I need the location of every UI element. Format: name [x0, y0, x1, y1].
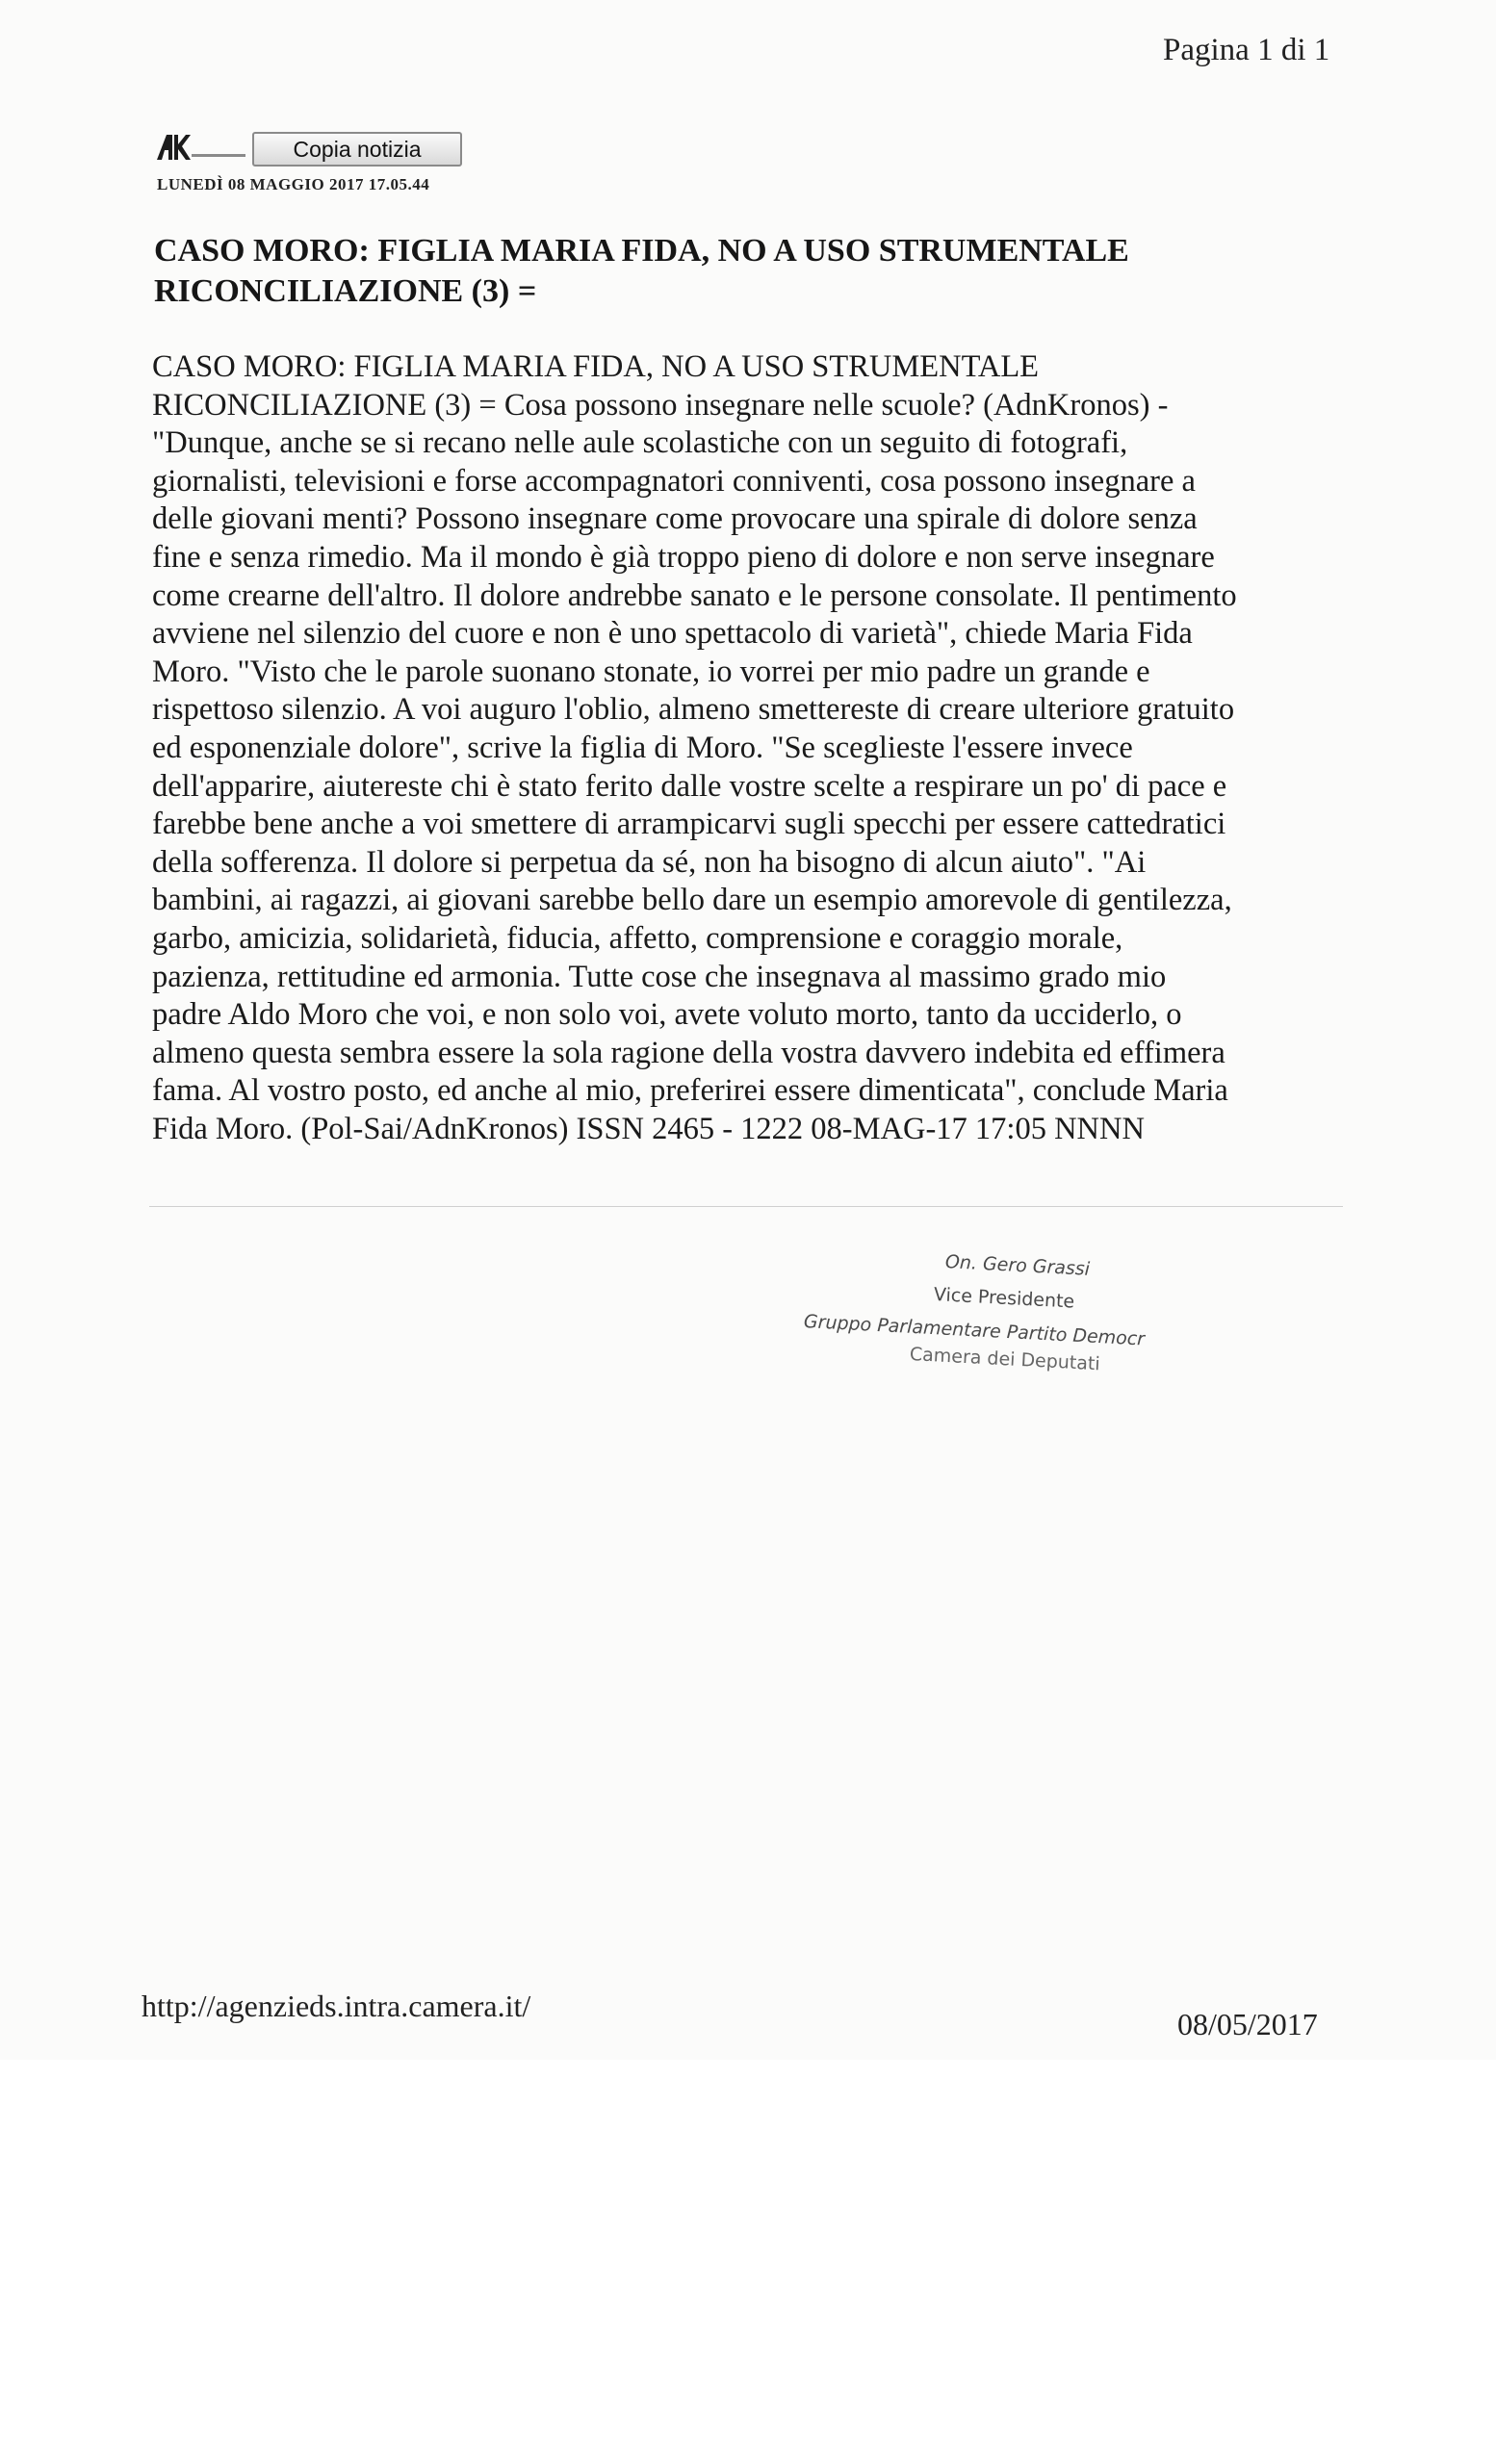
- stamp-group: Gruppo Parlamentare Partito Democr: [803, 1311, 1146, 1350]
- page-number: Pagina 1 di 1: [1163, 33, 1330, 67]
- separator-line: [149, 1206, 1343, 1207]
- news-headline: CASO MORO: FIGLIA MARIA FIDA, NO A USO STRUMENTALE RICONCILIAZIONE (3) =: [154, 233, 1129, 309]
- stamp-role: Vice Presidente: [933, 1284, 1075, 1313]
- news-dateline: LUNEDÌ 08 MAGGIO 2017 17.05.44: [157, 175, 430, 193]
- footer-date: 08/05/2017: [1177, 2007, 1318, 2041]
- deputy-stamp: [799, 1251, 1223, 1386]
- footer-url: http://agenzieds.intra.camera.it/: [142, 1989, 531, 2023]
- stamp-chamber: Camera dei Deputati: [909, 1344, 1101, 1375]
- stamp-name: On. Gero Grassi: [944, 1251, 1091, 1280]
- adnkronos-logo-icon: [157, 133, 248, 162]
- copy-news-button[interactable]: Copia notizia: [252, 132, 462, 167]
- news-body-text: CASO MORO: FIGLIA MARIA FIDA, NO A USO STRUMENTALE RICONCILIAZIONE (3) = Cosa possono insegnare nelle scuole? (AdnKronos) - "Dunque, anche se si recano nelle aule scolastiche con un seguito di fotografi, giornalisti, televisioni e forse accompagnatori conniventi, cosa possono insegnare a delle giovani menti? Possono insegnare come provocare una spirale di dolore senza fine e senza rimedio. Ma il mondo è già troppo pieno di dolore e non serve insegnare come crearne dell'altro. Il dolore andrebbe sanato e le persone consolate. Il pentimento avviene nel silenzio del cuore e non è uno spettacolo di varietà", chiede Maria Fida Moro. "Visto che le parole suonano stonate, io vorrei per mio padre un grande e rispettoso silenzio. A voi auguro l'oblio, almeno smettereste di creare ulteriore gratuito ed esponenziale dolore", scrive la figlia di Moro. "Se sceglieste l'essere invece dell'apparire, aiutereste chi è stato ferito dalle vostre scelte a respirare un po' di pace e farebbe bene anche a voi smettere di arrampicarvi sugli specchi per essere cattedratici della sofferenza. Il dolore si perpetua da sé, non ha bisogno di alcun aiuto". "Ai bambini, ai ragazzi, ai giovani sarebbe bello dare un esempio amorevole di gentilezza, garbo, amicizia, solidarietà, fiducia, affetto, comprensione e coraggio morale, pazienza, rettitudine ed armonia. Tutte cose che insegnava al massimo grado mio padre Aldo Moro che voi, e non solo voi, avete voluto morto, tanto da ucciderlo, o almeno questa sembra essere la sola ragione della vostra davvero indebita ed effimera fama. Al vostro posto, ed anche al mio, preferirei essere dimenticata", conclude Maria Fida Moro. (Pol-Sai/AdnKronos) ISSN 2465 - 1222 08-MAG-17 17:05 NNNN: [152, 349, 1237, 1146]
